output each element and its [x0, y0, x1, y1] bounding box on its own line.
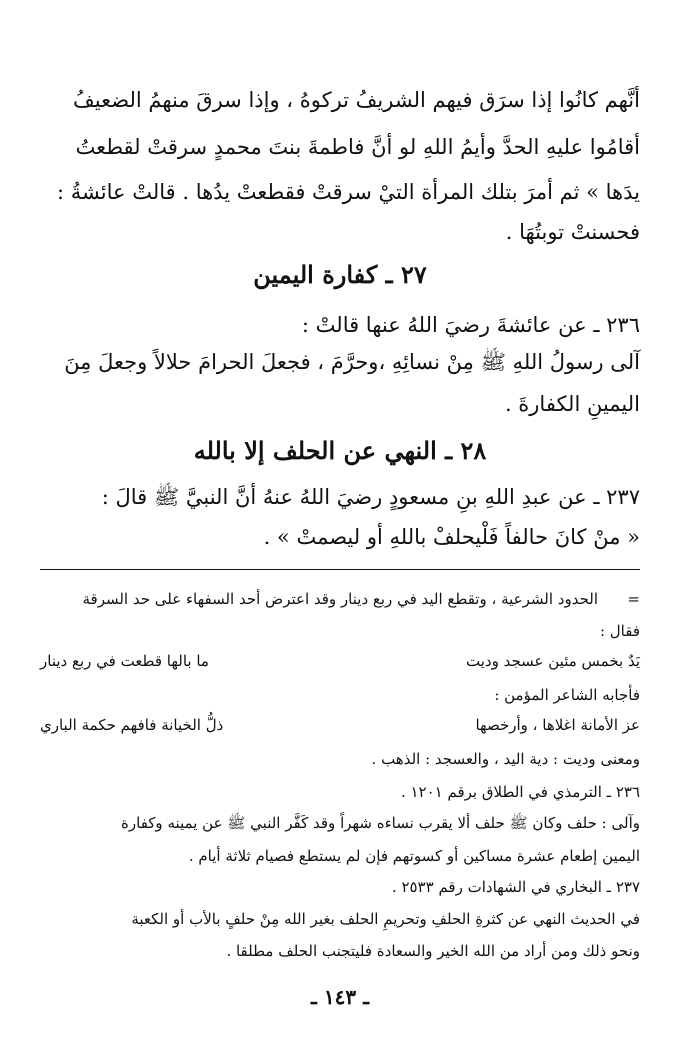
footnote-line-3: فأجابه الشاعر المؤمن : [494, 686, 640, 704]
body-line-3: يدَها » ثم أمرَ بتلك المرأة التيْ سرقتْ فقطعتْ يدُها . قالتْ عائشةُ : [57, 180, 640, 204]
hadith-236-heading: ٢٣٦ ـ عن عائشةَ رضيَ اللهُ عنها قالتْ : [301, 313, 640, 337]
chapter-28-title: ٢٨ ـ النهي عن الحلف إلا بالله [193, 436, 487, 465]
footnote-separator [40, 569, 640, 570]
footnote-line-2: فقال : [599, 622, 640, 640]
footnote-236-line-2: اليمين إطعام عشرة مساكين أو كسوتهم فإن لم يستطع فصيام ثلاثة أيام . [188, 847, 640, 865]
verse-1-first-hemistich: يَدٌ بخمس مئين عسجد وديت [466, 652, 640, 670]
footnote-text: الحدود الشرعية ، وتقطع اليد في ربع دينار وقد اعترض أحد السفهاء على حد السرقة [82, 590, 598, 608]
footnote-237-heading: ٢٣٧ ـ البخاري في الشهادات رقم ٢٥٣٣ . [391, 878, 640, 896]
footnote-line-4: ومعنى وديت : دية اليد ، والعسجد : الذهب . [371, 750, 640, 768]
footnote-236-heading: ٢٣٦ ـ الترمذي في الطلاق برقم ١٢٠١ . [400, 783, 640, 801]
verse-2-second-hemistich: ذلُّ الخيانة فافهم حكمة الباري [40, 716, 224, 734]
verse-1-second-hemistich: ما بالها قطعت في ربع دينار [40, 652, 209, 670]
footnote-236-line-1: وآلى : حلف وكان ﷺ حلف ألا يقرب نساءه شهراً وقد كَفَّر النبي ﷺ عن يمينه وكفارة [121, 814, 640, 832]
hadith-237-heading: ٢٣٧ ـ عن عبدِ اللهِ بنِ مسعودٍ رضيَ اللهُ عنهُ أنَّ النبيَّ ﷺ قالَ : [101, 485, 640, 509]
poem-verse-2 [40, 716, 640, 734]
hadith-237-text: « منْ كانَ حالفاً فَلْيحلفْ باللهِ أو ليصمتْ » . [263, 525, 640, 549]
footnote-237-line-1: في الحديث النهي عن كثرةِ الحلفِ وتحريمِ الحلف بغير الله مِنْ حلفٍ بالأب أو الكعبة [131, 910, 640, 928]
page-number: ـ ١٤٣ ـ [311, 985, 369, 1009]
verse-2-first-hemistich: عز الأمانة اغلاها ، وأرخصها [475, 716, 640, 734]
chapter-27-title: ٢٧ ـ كفارة اليمين [253, 260, 427, 289]
body-line-1: أنَّهم كانُوا إذا سرَق فيهم الشريفُ تركوهُ ، وإذا سرقَ منهمُ الضعيفُ [73, 88, 640, 112]
body-line-2: أقامُوا عليهِ الحدَّ وأيمُ اللهِ لو أنَّ فاطمةَ بنتَ محمدٍ سرقتْ لقطعتُ [75, 135, 640, 159]
body-line-4: فحسنتْ توبتُهَا . [505, 220, 640, 244]
hadith-236-line-2: اليمينِ الكفارةَ . [504, 392, 640, 416]
footnote-237-line-2: ونحو ذلك ومن أراد من الله الخير والسعادة فليتجنب الحلف مطلقا . [226, 942, 640, 960]
poem-verse-1 [40, 652, 640, 670]
hadith-236-line-1: آلى رسولُ اللهِ ﷺ مِنْ نسائِهِ ،وحرَّمَ ، فجعلَ الحرامَ حلالاً وجعلَ مِنَ [64, 350, 640, 374]
footnote-continuation-line-1 [40, 590, 640, 608]
continuation-mark: = [627, 590, 640, 608]
